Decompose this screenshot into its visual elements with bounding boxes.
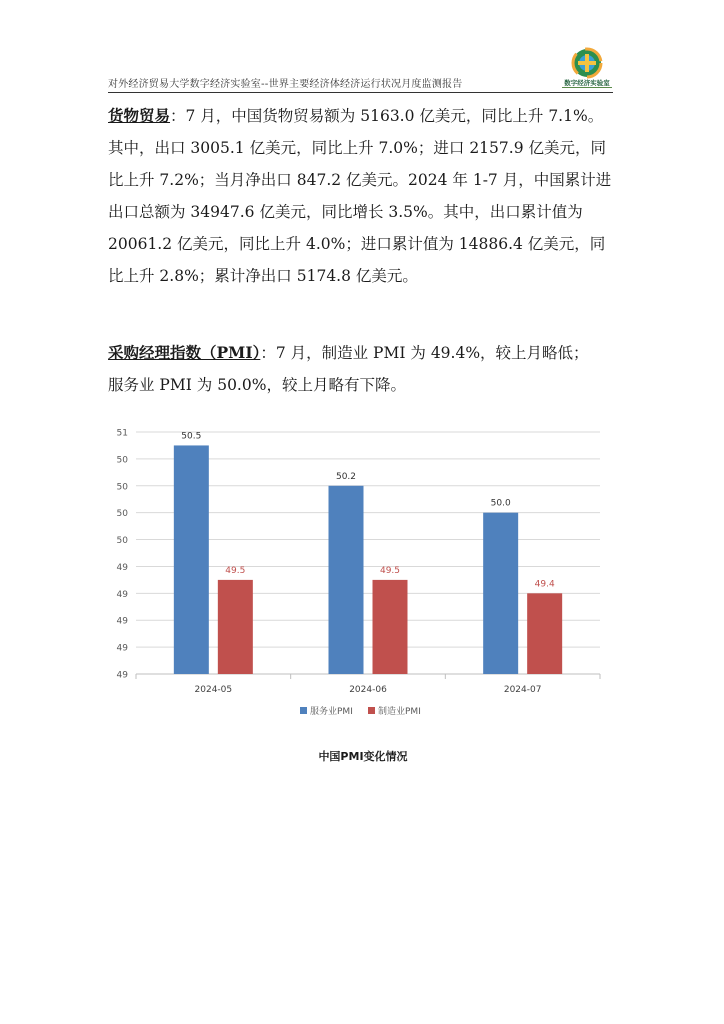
- legend-swatch: [300, 707, 307, 714]
- data-label: 50.5: [181, 431, 202, 442]
- bar: [174, 445, 209, 674]
- bar: [527, 593, 562, 674]
- data-label: 49.4: [534, 579, 555, 590]
- y-tick-label: 50: [116, 455, 128, 466]
- trade-text: ：7 月，中国货物贸易额为 5163.0 亿美元，同比上升 7.1%。: [170, 107, 604, 125]
- trade-line: 比上升 7.2%；当月净出口 847.2 亿美元。2024 年 1-7 月，中国累计进: [108, 171, 612, 189]
- trade-line: 出口总额为 34947.6 亿美元，同比增长 3.5%。其中，出口累计值为: [108, 203, 583, 221]
- y-tick-label: 49: [116, 616, 128, 627]
- y-tick-label: 49: [116, 562, 128, 573]
- trade-line: 20061.2 亿美元，同比上升 4.0%；进口累计值为 14886.4 亿美元，同: [108, 235, 606, 253]
- y-tick-label: 49: [116, 643, 128, 654]
- bar: [329, 486, 364, 674]
- legend-label: 制造业PMI: [378, 707, 421, 717]
- legend-label: 服务业PMI: [310, 707, 353, 717]
- legend-swatch: [368, 707, 375, 714]
- y-tick-label: 49: [116, 589, 128, 600]
- trade-lead: 货物贸易: [108, 106, 171, 125]
- pmi-lead: 采购经理指数（PMI）: [108, 343, 261, 362]
- logo-underline: [562, 87, 612, 88]
- trade-paragraph: [108, 100, 618, 292]
- x-tick-label: 2024-06: [349, 685, 387, 695]
- y-tick-label: 50: [116, 482, 128, 493]
- y-tick-label: 51: [116, 428, 128, 439]
- pmi-chart: [108, 420, 618, 730]
- data-label: 49.5: [379, 565, 401, 576]
- y-tick-label: 49: [116, 670, 128, 681]
- pmi-line: 服务业 PMI 为 50.0%，较上月略有下降。: [108, 376, 406, 394]
- x-tick-label: 2024-05: [194, 685, 233, 695]
- trade-line-1: [108, 100, 618, 132]
- data-label: 50.2: [335, 471, 357, 482]
- trade-line: 其中，出口 3005.1 亿美元，同比上升 7.0%；进口 2157.9 亿美元，同: [108, 139, 606, 157]
- data-label: 50.0: [490, 498, 511, 509]
- trade-line: 比上升 2.8%；累计净出口 5174.8 亿美元。: [108, 267, 418, 285]
- chart-caption: 中国PMI变化情况: [318, 750, 408, 763]
- data-label: 49.5: [225, 565, 246, 576]
- pmi-line-1: [108, 337, 618, 369]
- pmi-text: ：7 月，制造业 PMI 为 49.4%，较上月略低；: [260, 344, 589, 362]
- pmi-paragraph: [108, 337, 618, 401]
- x-tick-label: 2024-07: [503, 685, 542, 695]
- lab-logo: [562, 47, 612, 91]
- bar: [218, 580, 253, 674]
- lab-logo-icon: [562, 47, 612, 79]
- logo-text: 数字经济实验室: [564, 79, 610, 87]
- running-title: 对外经济贸易大学数字经济实验室--世界主要经济体经济运行状况月度监测报告: [108, 79, 463, 90]
- y-tick-label: 50: [116, 509, 128, 520]
- running-header: [108, 74, 613, 93]
- bar: [483, 513, 518, 674]
- bar: [373, 580, 408, 674]
- pmi-chart-svg: [108, 420, 618, 730]
- y-tick-label: 50: [116, 536, 128, 547]
